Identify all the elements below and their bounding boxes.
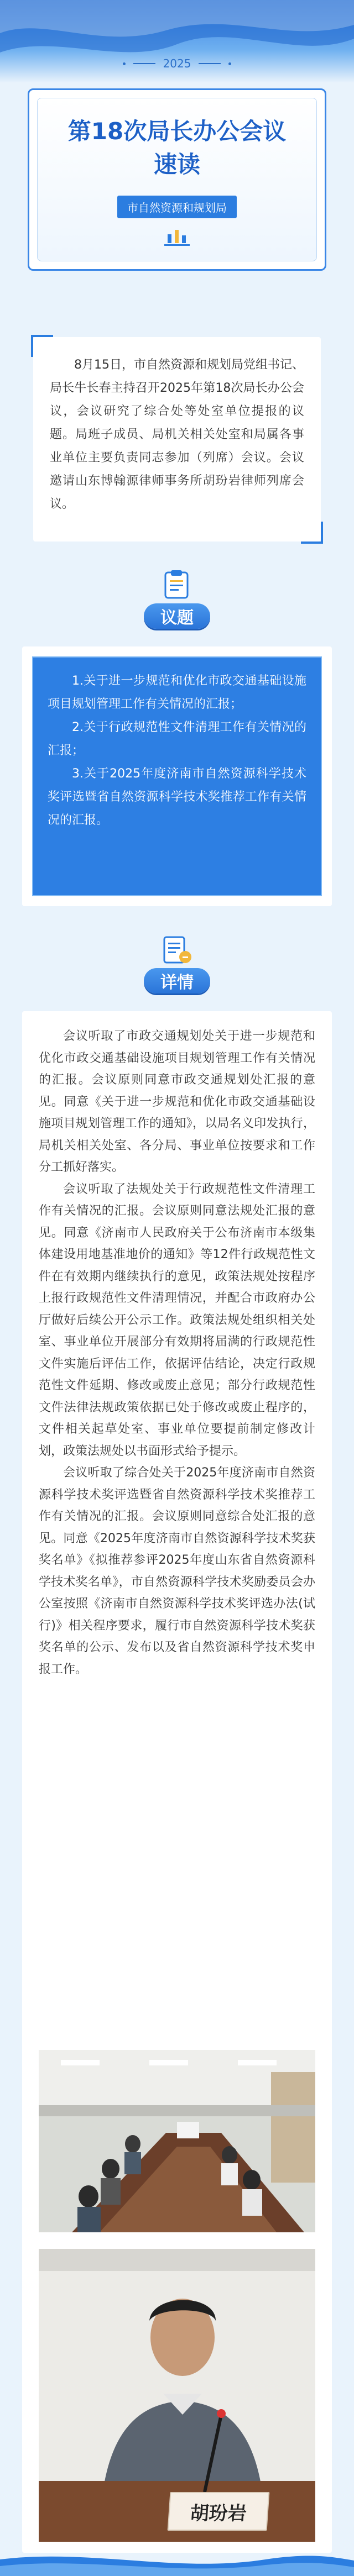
details-heading: [0, 934, 354, 1006]
speaker-photo: [39, 2249, 315, 2542]
details-paragraph-3: 会议听取了综合处关于2025年度济南市自然资源科学技术奖评选暨省自然资源科学技术奖推荐工作有关情况的汇报。会议原则同意综合处汇报的意见。同意《2025年度济南市自然资源科学技术奖获奖名单》《拟推荐参评2025年度山东省自然资源科学技术奖名单》，市自然资源科学技术奖励委员会办公室按照《济南市自然资源科学技术奖评选办法(试行)》相关程序要求，履行市自然资源科学技术奖获奖名单的公示、发布以及省自然资源科学技术奖申报工作。: [39, 1466, 315, 1676]
agenda-box: [22, 646, 332, 906]
year-row: [0, 55, 354, 72]
footer-wave: [0, 2548, 354, 2576]
title-card: [28, 88, 326, 271]
bar-chart-icon: [163, 225, 191, 248]
intro-box: [33, 337, 321, 542]
title-line-2: 速读: [153, 151, 200, 178]
nameplate: 胡玢岩: [168, 2492, 270, 2531]
intro-text: 8月15日，市自然资源和规划局党组书记、局长牛长春主持召开2025年第18次局长办公会议，会议研究了综合处等处室单位提报的议题。局班子成员、局机关相关处室和局属各事业单位主要负责同志参加（列席）会议。会议邀请山东博翰源律师事务所胡玢岩律师列席会议。: [50, 358, 304, 511]
details-paragraph-2: 会议听取了法规处关于行政规范性文件清理工作有关情况的汇报。会议原则同意法规处汇报的意见。同意《济南市人民政府关于公布济南市本级集体建设用地基准地价的通知》等12件行政规范性文件在有效期内继续执行的意见，政策法规处按程序上报行政规范性文件清理情况，并配合市政府办公厅做好后续公开公示工作。政策法规处组织相关处室、事业单位开展部分有效期将届满的行政规范性文件实施后评估工作，依据评估结论，决定行政规范性文件延期、修改或废止意见；部分行政规范性文件法律法规政策依据已处于修改或废止程序的，文件相关起草处室、事业单位要提前制定修改计划，政策法规处以书面形式给予提示。: [39, 1182, 315, 1458]
clipboard-icon: [158, 569, 196, 602]
meeting-photo: [39, 2050, 315, 2232]
agenda-item-1: 1.关于进一步规范和优化市政交通基础设施项目规划管理工作有关情况的汇报；: [48, 674, 306, 711]
agenda-item-3: 3.关于2025年度济南市自然资源科学技术奖评选暨省自然资源科学技术奖推荐工作有关情况的汇报。: [48, 767, 306, 827]
document-list-icon: [158, 934, 196, 967]
details-paragraph-1: 会议听取了市政交通规划处关于进一步规范和优化市政交通基础设施项目规划管理工作有关情况的汇报。会议原则同意市政交通规划处汇报的意见。同意《关于进一步规范和优化市政交通基础设施项目规划管理工作的通知》，以局名义印发执行，局机关相关处室、各分局、事业单位按要求和工作分工抓好落实。: [39, 1029, 315, 1174]
title-line-1: 第18次局长办公会议: [67, 118, 287, 145]
agenda-heading: [0, 569, 354, 641]
year-label: 2025: [163, 57, 191, 70]
page-title: [49, 115, 305, 181]
agenda-title: 议题: [144, 603, 210, 629]
organization-badge: 市自然资源和规划局: [117, 196, 237, 218]
agenda-item-2: 2.关于行政规范性文件清理工作有关情况的汇报；: [48, 721, 306, 758]
details-title: 详情: [144, 968, 210, 993]
